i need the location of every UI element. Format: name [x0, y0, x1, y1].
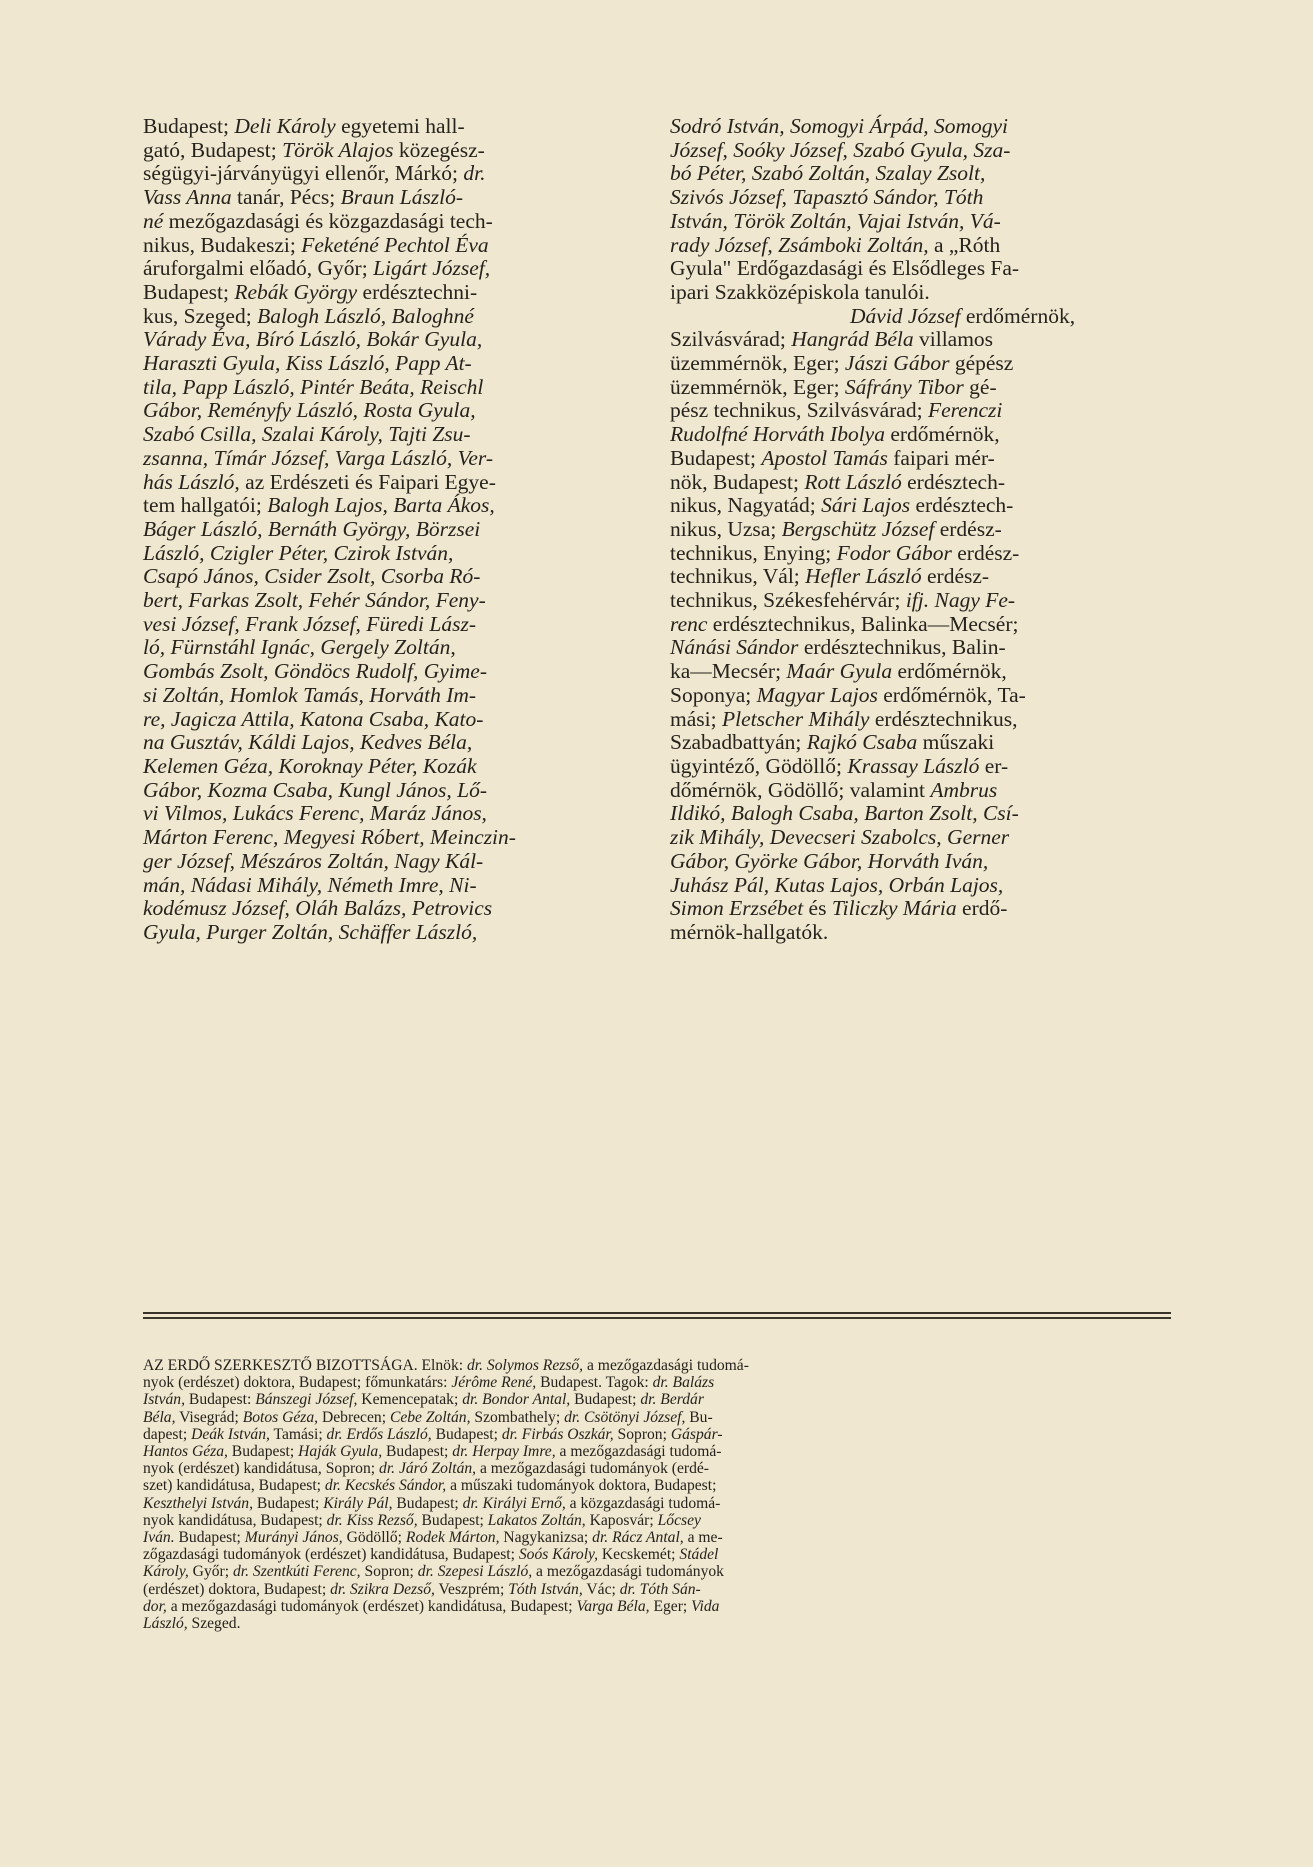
left-column-line	[143, 660, 640, 684]
board-line	[143, 1460, 1171, 1477]
right-column-line	[670, 802, 1171, 826]
body-text: Budapest;	[431, 1425, 502, 1443]
italic-name-text: dr.	[463, 161, 486, 186]
italic-name-text: na Gusztáv, Káldi Lajos, Kedves Béla,	[143, 730, 473, 755]
left-column-line	[143, 897, 640, 921]
italic-name-text: Csapó János, Csider Zsolt, Csorba Ró-	[143, 564, 481, 589]
italic-name-text: Cebe Zoltán,	[389, 1408, 471, 1426]
italic-name-text: Hangrád Béla	[791, 327, 914, 352]
body-text: Budapest;	[670, 445, 762, 470]
body-text: Kaposvár;	[585, 1511, 658, 1529]
italic-name-text: Feketéné Pechtol Éva	[301, 232, 489, 257]
right-column-line	[670, 660, 1171, 684]
italic-name-text: si Zoltán, Homlok Tamás, Horváth Im-	[143, 682, 477, 707]
body-text: a „Róth	[928, 232, 1001, 257]
italic-name-text: Soós Károly,	[518, 1546, 598, 1564]
italic-name-text: Dávid József	[850, 303, 961, 328]
body-text: közegész-	[393, 137, 485, 162]
italic-name-text: mán, Nádasi Mihály, Németh Imre, Ni-	[143, 872, 477, 897]
board-line	[143, 1443, 1171, 1460]
body-text: a me-	[683, 1529, 723, 1547]
italic-name-text: bert, Farkas Zsolt, Fehér Sándor, Feny-	[143, 588, 486, 613]
italic-name-text: Károly,	[143, 1563, 189, 1581]
body-text: technikus, Vál;	[670, 564, 806, 589]
body-text: ipari Szakközépiskola tanulói.	[670, 279, 930, 304]
italic-name-text: Szivós József, Tapasztó Sándor, Tóth	[670, 185, 984, 210]
body-text: műszaki	[917, 730, 995, 755]
italic-name-text: dor,	[143, 1597, 167, 1615]
left-column-line	[143, 139, 640, 163]
body-text: erdőmérnök,	[884, 422, 1000, 447]
body-text: pész technikus, Szilvásvárad;	[670, 398, 928, 423]
italic-name-text: Apostol Tamás	[761, 445, 888, 470]
body-text: Győr;	[188, 1563, 233, 1581]
italic-name-text: Balogh Lajos, Barta Ákos,	[267, 493, 495, 518]
body-text: Budapest;	[392, 1494, 463, 1512]
italic-name-text: Gyula, Purger Zoltán, Schäffer László,	[143, 919, 478, 944]
body-text: Nagykanizsa;	[499, 1529, 593, 1547]
italic-name-text: Rebák György	[234, 279, 358, 304]
body-text: (erdészet) doktora, Budapest;	[143, 1580, 331, 1598]
italic-name-text: Gáspár-	[670, 1425, 723, 1443]
body-text: Budapest;	[570, 1391, 641, 1409]
right-column-line	[670, 234, 1171, 258]
italic-name-text: Sári Lajos	[821, 493, 911, 518]
italic-name-text: dr. Firbás Oszkár,	[501, 1425, 614, 1443]
body-text: er-	[979, 753, 1009, 778]
body-text: erdésztechnikus, Balin-	[798, 635, 1006, 660]
body-text: zőgazdasági tudományok (erdészet) kandidátusa, Budapest;	[143, 1546, 519, 1564]
left-column-line	[143, 542, 640, 566]
board-line	[143, 1563, 1171, 1580]
italic-name-text: Tóth István,	[508, 1580, 583, 1598]
board-line	[143, 1357, 1171, 1374]
italic-name-text: Jászi Gábor	[844, 351, 950, 376]
body-text: erdész-	[921, 564, 990, 589]
body-text: faipari mér-	[887, 445, 995, 470]
body-text: Szombathely;	[470, 1408, 565, 1426]
body-text: Budapest;	[253, 1494, 324, 1512]
italic-name-text: dr. Kiss Rezső,	[326, 1511, 418, 1529]
body-text: Budapest;	[143, 114, 235, 138]
body-text: Kecskemét;	[598, 1546, 680, 1564]
italic-name-text: Ligárt József,	[373, 256, 491, 281]
left-column-line	[143, 352, 640, 376]
board-line	[143, 1409, 1171, 1426]
right-column-line	[670, 471, 1171, 495]
right-column-line	[670, 328, 1171, 352]
italic-name-text: Murányi János,	[244, 1529, 343, 1547]
italic-name-text: Botos Géza,	[242, 1408, 319, 1426]
body-text: Budapest;	[174, 1529, 245, 1547]
italic-name-text: dr. Szentkúti Ferenc,	[232, 1563, 361, 1581]
italic-name-text: Haják Gyula,	[298, 1443, 383, 1461]
body-text: Visegrád;	[175, 1408, 243, 1426]
italic-name-text: Ildikó, Balogh Csaba, Barton Zsolt, Csí-	[670, 801, 1019, 826]
italic-name-text: Deli Károly	[234, 114, 336, 138]
italic-name-text: Lőcsey	[657, 1511, 701, 1529]
body-text: Debrecen;	[318, 1408, 390, 1426]
body-text: erdőmérnök,	[960, 303, 1076, 328]
left-column-line	[143, 613, 640, 637]
right-column-line	[670, 139, 1171, 163]
body-text: kus, Szeged;	[143, 303, 258, 328]
separator-rule	[143, 1312, 1171, 1322]
body-text: egyetemi hall-	[335, 114, 465, 138]
right-column-line	[670, 281, 1171, 305]
italic-name-text: Gábor, Kozma Csaba, Kungl János, Lő-	[143, 777, 488, 802]
body-text: Budapest;	[143, 279, 235, 304]
italic-name-text: Lakatos Zoltán,	[487, 1511, 586, 1529]
right-column-line	[670, 921, 1171, 945]
italic-name-text: bó Péter, Szabó Zoltán, Szalay Zsolt,	[670, 161, 986, 186]
left-column-line	[143, 305, 640, 329]
body-text: tem hallgatói;	[143, 493, 268, 518]
italic-name-text: Vass Anna	[143, 185, 232, 210]
italic-name-text: renc	[670, 611, 708, 636]
left-column-line	[143, 826, 640, 850]
italic-name-text: Varga Béla,	[576, 1597, 650, 1615]
body-text: Sopron;	[613, 1425, 671, 1443]
body-text: erdésztechnikus, Balinka—Mecsér;	[707, 611, 1019, 636]
left-column-line	[143, 802, 640, 826]
body-text: Szabadbattyán;	[670, 730, 807, 755]
italic-name-text: Krassay László	[847, 753, 980, 778]
board-line	[143, 1477, 1171, 1494]
right-column-line	[670, 423, 1171, 447]
body-text: szet) kandidátusa, Budapest;	[143, 1477, 325, 1495]
right-column-line	[670, 376, 1171, 400]
italic-name-text: Nánási Sándor	[670, 635, 799, 660]
italic-name-text: Béla,	[143, 1408, 176, 1426]
italic-name-text: Gábor, Györke Gábor, Horváth Iván,	[670, 848, 989, 873]
body-text: gépész	[949, 351, 1014, 376]
italic-name-text: ifj. Nagy Fe-	[905, 588, 1016, 613]
italic-name-text: Szabó Csilla, Szalai Károly, Tajti Zsu-	[143, 422, 471, 447]
right-column-line	[670, 447, 1171, 471]
italic-name-text: dr. Solymos Rezső,	[467, 1357, 584, 1374]
board-line	[143, 1374, 1171, 1391]
body-text: Sopron;	[360, 1563, 418, 1581]
body-text: mérnök-hallgatók.	[670, 919, 829, 944]
body-text: Budapest;	[382, 1443, 453, 1461]
body-text: technikus, Enying;	[670, 540, 837, 565]
left-column-line	[143, 779, 640, 803]
italic-name-text: kodémusz József, Oláh Balázs, Petrovics	[143, 896, 493, 921]
italic-name-text: Simon Erzsébet	[670, 896, 804, 921]
editorial-board-text	[143, 1357, 1171, 1632]
body-text: az Erdészeti és Faipari Egye-	[239, 469, 496, 494]
left-column-line	[143, 376, 640, 400]
italic-name-text: Vida	[691, 1597, 720, 1615]
body-text: a műszaki tudományok doktora, Budapest;	[446, 1477, 717, 1495]
italic-name-text: dr. Járó Zoltán,	[379, 1460, 477, 1478]
right-column-line	[670, 162, 1171, 186]
left-column-line	[143, 281, 640, 305]
body-text: erdő-	[956, 896, 1008, 921]
italic-name-text: zik Mihály, Devecseri Szabolcs, Gerner	[670, 825, 1010, 850]
right-column-line	[670, 399, 1171, 423]
body-text: Budapest. Tagok:	[536, 1374, 653, 1392]
italic-name-text: vi Vilmos, Lukács Ferenc, Maráz János,	[143, 801, 487, 826]
italic-name-text: Báger László, Bernáth György, Börzsei	[143, 516, 481, 541]
left-column-line	[143, 115, 640, 139]
body-text: mezőgazdasági és közgazdasági tech-	[163, 208, 493, 233]
left-column-line	[143, 186, 640, 210]
board-line	[143, 1598, 1171, 1615]
left-column-line	[143, 210, 640, 234]
right-column-line	[670, 636, 1171, 660]
italic-name-text: Stádel	[679, 1546, 719, 1564]
body-text: nyok (erdészet) doktora, Budapest; főmunkatárs:	[143, 1374, 452, 1392]
italic-name-text: Rajkó Csaba	[806, 730, 918, 755]
italic-name-text: dr. Csötönyi József,	[564, 1408, 686, 1426]
board-line	[143, 1391, 1171, 1408]
body-text: a mezőgazdasági tudomá-	[583, 1357, 749, 1374]
body-text: Szilvásvárad;	[670, 327, 792, 352]
italic-name-text: Várady Éva, Bíró László, Bokár Gyula,	[143, 327, 483, 352]
body-text: mási;	[670, 706, 722, 731]
right-column-line	[670, 352, 1171, 376]
left-column-line	[143, 636, 640, 660]
body-text: nikus, Uzsa;	[670, 516, 782, 541]
right-column-line	[670, 826, 1171, 850]
right-column-line	[670, 115, 1171, 139]
right-column-line	[670, 755, 1171, 779]
left-column-line	[143, 518, 640, 542]
left-text-column	[143, 115, 640, 945]
italic-name-text: Kelemen Géza, Koroknay Péter, Kozák	[143, 753, 477, 778]
italic-name-text: László,	[143, 1615, 188, 1633]
right-text-column	[670, 115, 1171, 945]
italic-name-text: tila, Papp László, Pintér Beáta, Reischl	[143, 374, 484, 399]
italic-name-text: dr. Szikra Dezső,	[330, 1580, 435, 1598]
left-column-line	[143, 684, 640, 708]
italic-name-text: hás László,	[143, 469, 240, 494]
italic-name-text: dr. Bondor Antal,	[462, 1391, 571, 1409]
left-column-line	[143, 494, 640, 518]
italic-name-text: István, Török Zoltán, Vajai István, Vá-	[670, 208, 1001, 233]
italic-name-text: Gombás Zsolt, Göndöcs Rudolf, Gyime-	[143, 659, 487, 684]
right-column-line	[670, 874, 1171, 898]
italic-name-text: né	[143, 208, 164, 233]
board-line	[143, 1615, 1171, 1632]
body-text: a mezőgazdasági tudományok (erdészet) kandidátusa, Budapest;	[166, 1597, 577, 1615]
body-text: nyok kandidátusa, Budapest;	[143, 1511, 327, 1529]
body-text: Eger;	[649, 1597, 692, 1615]
italic-name-text: Sodró István, Somogyi Árpád, Somogyi	[670, 114, 1008, 138]
body-text: ügyintéző, Gödöllő;	[670, 753, 848, 778]
italic-name-text: Juhász Pál, Kutas Lajos, Orbán Lajos,	[670, 872, 1004, 897]
right-column-line	[670, 565, 1171, 589]
left-column-line	[143, 874, 640, 898]
body-text: Gödöllő;	[342, 1529, 406, 1547]
right-column-line	[670, 731, 1171, 755]
left-column-line	[143, 589, 640, 613]
body-text: erdésztech-	[901, 469, 1005, 494]
right-column-line	[670, 305, 1171, 329]
board-line	[143, 1495, 1171, 1512]
board-line	[143, 1529, 1171, 1546]
italic-name-text: Fodor Gábor	[836, 540, 952, 565]
right-column-line	[670, 897, 1171, 921]
left-column-line	[143, 755, 640, 779]
body-text: gató, Budapest;	[143, 137, 283, 162]
left-column-line	[143, 423, 640, 447]
italic-name-text: Gábor, Reményfy László, Rosta Gyula,	[143, 398, 476, 423]
board-line	[143, 1426, 1171, 1443]
left-column-line	[143, 731, 640, 755]
body-text: erdész-	[951, 540, 1020, 565]
italic-name-text: Tiliczky Mária	[831, 896, 957, 921]
body-text: üzemmérnök, Eger;	[670, 374, 845, 399]
body-text: ségügyi-járványügyi ellenőr, Márkó;	[143, 161, 464, 186]
body-text: Szeged.	[187, 1615, 241, 1633]
italic-name-text: Hantos Géza,	[143, 1443, 228, 1461]
right-column-line	[670, 257, 1171, 281]
italic-name-text: Sáfrány Tibor	[844, 374, 964, 399]
italic-name-text: Ambrus	[930, 777, 998, 802]
italic-name-text: dr. Berdár	[640, 1391, 704, 1409]
right-column-line	[670, 684, 1171, 708]
body-text: Budapest:	[185, 1391, 256, 1409]
italic-name-text: dr. Balázs	[652, 1374, 715, 1392]
italic-name-text: Braun László-	[340, 185, 464, 210]
body-text: dőmérnök, Gödöllő; valamint	[670, 777, 931, 802]
body-text: erdőmérnök,	[892, 659, 1007, 684]
body-text: Budapest;	[417, 1511, 488, 1529]
italic-name-text: Rudolfné Horváth Ibolya	[670, 422, 885, 447]
left-column-line	[143, 257, 640, 281]
right-column-line	[670, 779, 1171, 803]
italic-name-text: Balogh László, Baloghné	[257, 303, 474, 328]
right-column-line	[670, 494, 1171, 518]
board-line	[143, 1512, 1171, 1529]
right-column-line	[670, 210, 1171, 234]
body-text: villamos	[913, 327, 994, 352]
body-text: tanár, Pécs;	[231, 185, 341, 210]
body-text: a mezőgazdasági tudomá-	[555, 1443, 722, 1461]
italic-name-text: István,	[143, 1391, 186, 1409]
left-column-line	[143, 328, 640, 352]
italic-name-text: Keszthelyi István,	[143, 1494, 254, 1512]
body-text: AZ ERDŐ SZERKESZTŐ BIZOTTSÁGA. Elnök:	[143, 1357, 467, 1374]
italic-name-text: dr. Herpay Imre,	[452, 1443, 556, 1461]
italic-name-text: re, Jagicza Attila, Katona Csaba, Kato-	[143, 706, 484, 731]
body-text: dapest;	[143, 1425, 192, 1443]
right-column-line	[670, 542, 1171, 566]
body-text: nikus, Nagyatád;	[670, 493, 822, 518]
body-text: Vác;	[582, 1580, 620, 1598]
board-line	[143, 1581, 1171, 1598]
body-text: ka—Mecsér;	[670, 659, 787, 684]
body-text: erdésztechnikus,	[869, 706, 1018, 731]
body-text: erdész-	[934, 516, 1002, 541]
right-column-line	[670, 589, 1171, 613]
body-text: nikus, Budakeszi;	[143, 232, 302, 257]
right-column-line	[670, 613, 1171, 637]
italic-name-text: Király Pál,	[323, 1494, 393, 1512]
italic-name-text: Bánszegi József,	[255, 1391, 358, 1409]
body-text: Bu-	[685, 1408, 713, 1426]
italic-name-text: Márton Ferenc, Megyesi Róbert, Meinczin-	[143, 825, 516, 850]
italic-name-text: László, Czigler Péter, Czirok István,	[143, 540, 454, 565]
right-column-line	[670, 850, 1171, 874]
right-column-line	[670, 518, 1171, 542]
italic-name-text: Rott László	[804, 469, 902, 494]
body-text: erdésztechni-	[357, 279, 478, 304]
body-text: Kemencepatak;	[357, 1391, 463, 1409]
italic-name-text: dr. Kecskés Sándor,	[324, 1477, 447, 1495]
left-column-line	[143, 447, 640, 471]
italic-name-text: Rodek Márton,	[405, 1529, 500, 1547]
italic-name-text: dr. Szepesi László,	[417, 1563, 533, 1581]
italic-name-text: Ferenczi	[927, 398, 1003, 423]
board-line	[143, 1546, 1171, 1563]
body-text: üzemmérnök, Eger;	[670, 351, 845, 376]
italic-name-text: dr. Királyi Ernő,	[462, 1494, 566, 1512]
italic-name-text: Hefler László	[805, 564, 922, 589]
body-text: gé-	[963, 374, 997, 399]
italic-name-text: vesi József, Frank József, Füredi Lász-	[143, 611, 476, 636]
body-text: a mezőgazdasági tudományok (erdé-	[476, 1460, 710, 1478]
left-column-line	[143, 850, 640, 874]
italic-name-text: Maár Gyula	[786, 659, 893, 684]
body-text: áruforgalmi előadó, Győr;	[143, 256, 374, 281]
italic-name-text: zsanna, Tímár József, Varga László, Ver-	[143, 445, 493, 470]
body-text: Gyula" Erdőgazdasági és Elsődleges Fa-	[670, 256, 1020, 281]
italic-name-text: Haraszti Gyula, Kiss László, Papp At-	[143, 351, 472, 376]
italic-name-text: Jérôme René,	[451, 1374, 537, 1392]
italic-name-text: Bergschütz József	[781, 516, 935, 541]
body-text: nyok (erdészet) kandidátusa, Sopron;	[143, 1460, 380, 1478]
italic-name-text: József, Soóky József, Szabó Gyula, Sza-	[670, 137, 1011, 162]
left-column-line	[143, 162, 640, 186]
body-text: erdésztech-	[910, 493, 1014, 518]
italic-name-text: rady József, Zsámboki Zoltán,	[670, 232, 929, 257]
body-text: Soponya;	[670, 682, 757, 707]
left-column-line	[143, 708, 640, 732]
italic-name-text: Pletscher Mihály	[721, 706, 870, 731]
italic-name-text: Iván.	[143, 1529, 175, 1547]
italic-name-text: dr. Erdős László,	[326, 1425, 432, 1443]
italic-name-text: dr. Tóth Sán-	[619, 1580, 701, 1598]
body-text: nök, Budapest;	[670, 469, 805, 494]
italic-name-text: ger József, Mészáros Zoltán, Nagy Kál-	[143, 848, 484, 873]
body-text: erdőmérnök, Ta-	[877, 682, 1026, 707]
body-text: Tamási;	[269, 1425, 327, 1443]
right-column-line	[670, 186, 1171, 210]
left-column-line	[143, 399, 640, 423]
body-text: a közgazdasági tudomá-	[565, 1494, 721, 1512]
italic-name-text: Deák István,	[191, 1425, 270, 1443]
body-text: Veszprém;	[434, 1580, 509, 1598]
left-column-line	[143, 921, 640, 945]
italic-name-text: Török Alajos	[282, 137, 394, 162]
italic-name-text: Magyar Lajos	[756, 682, 878, 707]
body-text: a mezőgazdasági tudományok	[532, 1563, 724, 1581]
left-column-line	[143, 471, 640, 495]
italic-name-text: dr. Rácz Antal,	[592, 1529, 684, 1547]
right-column-line	[670, 708, 1171, 732]
body-text: technikus, Székesfehérvár;	[670, 588, 906, 613]
body-text: Budapest;	[227, 1443, 299, 1461]
left-column-line	[143, 565, 640, 589]
italic-name-text: ló, Fürnstáhl Ignác, Gergely Zoltán,	[143, 635, 456, 660]
left-column-line	[143, 234, 640, 258]
body-text: és	[803, 896, 832, 921]
